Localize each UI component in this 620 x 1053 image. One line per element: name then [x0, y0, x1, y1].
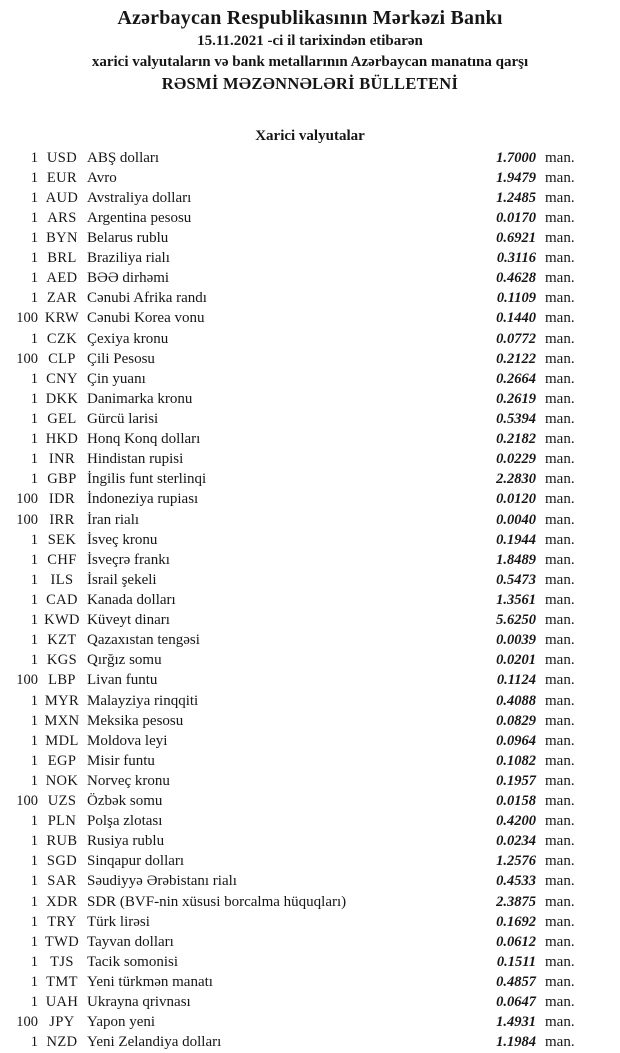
page-title: Azərbaycan Respublikasının Mərkəzi Bankı: [117, 7, 503, 29]
rate-value-cell: 0.1692: [496, 913, 536, 930]
unit-cell: man.: [545, 793, 575, 810]
rate-value-cell: 0.1082: [496, 752, 536, 769]
unit-cell: man.: [545, 1034, 575, 1051]
rate-value-cell: 0.4088: [496, 692, 536, 709]
currency-name-cell: Çin yuanı: [87, 370, 146, 387]
currency-code-cell: XDR: [46, 893, 78, 910]
currency-name-cell: İsveçrə frankı: [87, 551, 170, 568]
rate-value-cell: 1.7000: [496, 149, 536, 166]
rates-table: [0, 148, 620, 1053]
currency-code-cell: MDL: [45, 732, 79, 749]
table-row: [0, 852, 620, 872]
unit-cell: man.: [545, 612, 575, 629]
currency-code-cell: EUR: [46, 169, 78, 186]
currency-code-cell: IRR: [49, 511, 75, 528]
currency-name-cell: Yeni türkmən manatı: [87, 974, 213, 991]
quantity-cell: 100: [16, 672, 38, 689]
rate-value-cell: 0.0229: [496, 451, 536, 468]
rate-value-cell: 0.0234: [496, 833, 536, 850]
currency-name-cell: Cənubi Korea vonu: [87, 310, 205, 327]
rate-value-cell: 0.0612: [496, 933, 536, 950]
rate-value-cell: 0.2619: [496, 390, 536, 407]
rate-value-cell: 0.1440: [496, 310, 536, 327]
table-row: [0, 912, 620, 932]
unit-cell: man.: [545, 994, 575, 1011]
table-row: [0, 711, 620, 731]
table-row: [0, 611, 620, 631]
header: [0, 5, 620, 95]
unit-cell: man.: [545, 672, 575, 689]
quantity-cell: 1: [30, 250, 38, 267]
currency-name-cell: Tayvan dolları: [87, 933, 174, 950]
quantity-cell: 100: [16, 310, 38, 327]
currency-name-cell: İsveç kronu: [87, 531, 158, 548]
currency-name-cell: İran rialı: [87, 511, 140, 528]
quantity-cell: 1: [30, 571, 38, 588]
currency-code-cell: KGS: [46, 652, 78, 669]
unit-cell: man.: [545, 250, 575, 267]
currency-name-cell: Meksika pesosu: [87, 712, 184, 729]
quantity-cell: 1: [30, 431, 38, 448]
table-row: [0, 168, 620, 188]
table-row: [0, 450, 620, 470]
currency-code-cell: CHF: [47, 551, 77, 568]
rate-value-cell: 0.4628: [496, 270, 536, 287]
unit-cell: man.: [545, 853, 575, 870]
rate-value-cell: 0.5394: [496, 410, 536, 427]
table-row: [0, 389, 620, 409]
unit-cell: man.: [545, 330, 575, 347]
currency-name-cell: Belarus rublu: [87, 229, 169, 246]
currency-code-cell: NOK: [45, 772, 79, 789]
unit-cell: man.: [545, 974, 575, 991]
quantity-cell: 1: [30, 451, 38, 468]
currency-name-cell: Kanada dolları: [87, 591, 176, 608]
quantity-cell: 1: [30, 531, 38, 548]
unit-cell: man.: [545, 873, 575, 890]
currency-name-cell: Livan funtu: [87, 672, 158, 689]
currency-name-cell: Rusiya rublu: [87, 833, 165, 850]
table-row: [0, 510, 620, 530]
unit-cell: man.: [545, 531, 575, 548]
quantity-cell: 1: [30, 410, 38, 427]
unit-cell: man.: [545, 813, 575, 830]
unit-cell: man.: [545, 551, 575, 568]
table-row: [0, 269, 620, 289]
currency-code-cell: EGP: [47, 752, 77, 769]
quantity-cell: 1: [30, 290, 38, 307]
quantity-cell: 1: [30, 953, 38, 970]
table-row: [0, 148, 620, 168]
currency-name-cell: Özbək somu: [87, 793, 163, 810]
currency-name-cell: İndoneziya rupiası: [87, 491, 199, 508]
rate-value-cell: 0.0772: [496, 330, 536, 347]
quantity-cell: 1: [30, 471, 38, 488]
currency-name-cell: Honq Konq dolları: [87, 431, 201, 448]
currency-name-cell: Çexiya kronu: [87, 330, 169, 347]
quantity-cell: 1: [30, 1034, 38, 1051]
table-row: [0, 188, 620, 208]
unit-cell: man.: [545, 953, 575, 970]
currency-code-cell: AUD: [45, 189, 79, 206]
quantity-cell: 1: [30, 370, 38, 387]
quantity-cell: 1: [30, 189, 38, 206]
unit-cell: man.: [545, 933, 575, 950]
quantity-cell: 1: [30, 933, 38, 950]
rate-value-cell: 0.0158: [496, 793, 536, 810]
rate-value-cell: 1.1984: [496, 1034, 536, 1051]
table-row: [0, 671, 620, 691]
table-row: [0, 972, 620, 992]
table-row: [0, 993, 620, 1013]
rate-value-cell: 0.1511: [496, 953, 536, 970]
currency-code-cell: ZAR: [46, 290, 78, 307]
currency-code-cell: AED: [46, 270, 78, 287]
unit-cell: man.: [545, 169, 575, 186]
rate-value-cell: 1.8489: [496, 551, 536, 568]
effective-date-line: 15.11.2021 -ci il tarixindən etibarən: [197, 33, 423, 49]
rate-value-cell: 0.2664: [496, 370, 536, 387]
unit-cell: man.: [545, 491, 575, 508]
rate-value-cell: 0.0647: [496, 994, 536, 1011]
currency-code-cell: IDR: [48, 491, 76, 508]
unit-cell: man.: [545, 732, 575, 749]
quantity-cell: 1: [30, 612, 38, 629]
table-row: [0, 812, 620, 832]
quantity-cell: 1: [30, 974, 38, 991]
currency-name-cell: Braziliya rialı: [87, 250, 170, 267]
currency-code-cell: SGD: [46, 853, 78, 870]
unit-cell: man.: [545, 209, 575, 226]
table-row: [0, 309, 620, 329]
table-row: [0, 1033, 620, 1053]
unit-cell: man.: [545, 632, 575, 649]
currency-name-cell: Gürcü larisi: [87, 410, 159, 427]
rate-value-cell: 2.3875: [496, 893, 536, 910]
currency-code-cell: SEK: [47, 531, 77, 548]
quantity-cell: 1: [30, 229, 38, 246]
table-row: [0, 208, 620, 228]
currency-code-cell: TJS: [50, 953, 74, 970]
currency-code-cell: GEL: [47, 410, 77, 427]
currency-name-cell: Yapon yeni: [87, 1014, 156, 1031]
table-row: [0, 872, 620, 892]
currency-code-cell: LBP: [48, 672, 76, 689]
quantity-cell: 1: [30, 209, 38, 226]
quantity-cell: 1: [30, 632, 38, 649]
quantity-cell: 1: [30, 712, 38, 729]
quantity-cell: 1: [30, 591, 38, 608]
table-row: [0, 369, 620, 389]
currency-name-cell: İsrail şekeli: [87, 571, 157, 588]
rate-value-cell: 0.4857: [496, 974, 536, 991]
currency-name-cell: Qırğız somu: [87, 652, 162, 669]
table-row: [0, 731, 620, 751]
quantity-cell: 100: [16, 350, 38, 367]
currency-name-cell: Avstraliya dolları: [87, 189, 192, 206]
currency-name-cell: ABŞ dolları: [87, 149, 160, 166]
bulletin-title: RƏSMİ MƏZƏNNƏLƏRİ BÜLLETENİ: [161, 74, 459, 93]
quantity-cell: 1: [30, 833, 38, 850]
rate-value-cell: 0.0039: [496, 632, 536, 649]
quantity-cell: 100: [16, 491, 38, 508]
unit-cell: man.: [545, 511, 575, 528]
currency-name-cell: Yeni Zelandiya dolları: [87, 1034, 222, 1051]
quantity-cell: 1: [30, 873, 38, 890]
rate-value-cell: 1.4931: [496, 1014, 536, 1031]
quantity-cell: 1: [30, 330, 38, 347]
currency-code-cell: CAD: [46, 591, 78, 608]
currency-name-cell: Ukrayna qrivnası: [87, 994, 191, 1011]
quantity-cell: 100: [16, 1014, 38, 1031]
currency-code-cell: KWD: [44, 612, 80, 629]
currency-name-cell: Sinqapur dolları: [87, 853, 185, 870]
currency-name-cell: Türk lirəsi: [87, 913, 150, 930]
quantity-cell: 1: [30, 551, 38, 568]
table-row: [0, 228, 620, 248]
quantity-cell: 1: [30, 692, 38, 709]
table-row: [0, 289, 620, 309]
currency-name-cell: Hindistan rupisi: [87, 451, 184, 468]
unit-cell: man.: [545, 229, 575, 246]
rate-value-cell: 0.5473: [496, 571, 536, 588]
currency-name-cell: Avro: [87, 169, 117, 186]
currency-name-cell: Cənubi Afrika randı: [87, 290, 207, 307]
currency-code-cell: UZS: [47, 793, 77, 810]
currency-code-cell: TWD: [44, 933, 80, 950]
currency-code-cell: HKD: [45, 431, 79, 448]
quantity-cell: 1: [30, 732, 38, 749]
currency-name-cell: Danimarka kronu: [87, 390, 193, 407]
quantity-cell: 1: [30, 853, 38, 870]
rate-value-cell: 0.4200: [496, 813, 536, 830]
quantity-cell: 1: [30, 994, 38, 1011]
table-row: [0, 771, 620, 791]
rate-value-cell: 0.6921: [496, 229, 536, 246]
quantity-cell: 100: [16, 511, 38, 528]
unit-cell: man.: [545, 833, 575, 850]
currency-code-cell: TMT: [46, 974, 78, 991]
currency-code-cell: CLP: [48, 350, 76, 367]
table-row: [0, 530, 620, 550]
table-row: [0, 409, 620, 429]
quantity-cell: 1: [30, 752, 38, 769]
rate-value-cell: 0.0040: [496, 511, 536, 528]
rate-value-cell: 1.9479: [496, 169, 536, 186]
currency-name-cell: Çili Pesosu: [87, 350, 155, 367]
table-row: [0, 249, 620, 269]
quantity-cell: 1: [30, 913, 38, 930]
rate-value-cell: 0.0829: [496, 712, 536, 729]
currency-code-cell: UAH: [45, 994, 79, 1011]
table-row: [0, 932, 620, 952]
rate-value-cell: 1.2576: [496, 853, 536, 870]
unit-cell: man.: [545, 692, 575, 709]
table-row: [0, 651, 620, 671]
currency-code-cell: TRY: [47, 913, 77, 930]
currency-code-cell: SAR: [47, 873, 77, 890]
quantity-cell: 1: [30, 149, 38, 166]
unit-cell: man.: [545, 571, 575, 588]
table-row: [0, 792, 620, 812]
unit-cell: man.: [545, 149, 575, 166]
currency-name-cell: Moldova leyi: [87, 732, 168, 749]
quantity-cell: 1: [30, 270, 38, 287]
unit-cell: man.: [545, 712, 575, 729]
currency-name-cell: Küveyt dinarı: [87, 612, 170, 629]
currency-name-cell: Misir funtu: [87, 752, 155, 769]
currency-code-cell: BYN: [46, 229, 78, 246]
rate-value-cell: 0.0120: [496, 491, 536, 508]
currency-code-cell: NZD: [46, 1034, 78, 1051]
unit-cell: man.: [545, 451, 575, 468]
currency-code-cell: INR: [48, 451, 76, 468]
unit-cell: man.: [545, 290, 575, 307]
currency-code-cell: RUB: [46, 833, 78, 850]
unit-cell: man.: [545, 410, 575, 427]
currency-name-cell: İngilis funt sterlinqi: [87, 471, 207, 488]
rate-value-cell: 0.2182: [496, 431, 536, 448]
rate-value-cell: 0.4533: [496, 873, 536, 890]
currency-name-cell: SDR (BVF-nin xüsusi borcalma hüquqları): [87, 893, 347, 910]
table-row: [0, 470, 620, 490]
table-row: [0, 590, 620, 610]
rate-value-cell: 0.0964: [496, 732, 536, 749]
currency-code-cell: PLN: [47, 813, 77, 830]
currency-code-cell: CNY: [46, 370, 78, 387]
table-row: [0, 570, 620, 590]
currency-name-cell: Polşa zlotası: [87, 813, 163, 830]
currency-code-cell: GBP: [47, 471, 77, 488]
table-row: [0, 349, 620, 369]
unit-cell: man.: [545, 390, 575, 407]
quantity-cell: 1: [30, 772, 38, 789]
unit-cell: man.: [545, 591, 575, 608]
currency-name-cell: Argentina pesosu: [87, 209, 192, 226]
currency-code-cell: KZT: [47, 632, 77, 649]
quantity-cell: 1: [30, 390, 38, 407]
quantity-cell: 1: [30, 893, 38, 910]
table-row: [0, 832, 620, 852]
currency-code-cell: MYR: [44, 692, 80, 709]
quantity-cell: 1: [30, 813, 38, 830]
unit-cell: man.: [545, 913, 575, 930]
unit-cell: man.: [545, 370, 575, 387]
unit-cell: man.: [545, 752, 575, 769]
rate-value-cell: 1.2485: [496, 189, 536, 206]
rate-value-cell: 5.6250: [496, 612, 536, 629]
currency-code-cell: MXN: [44, 712, 80, 729]
unit-cell: man.: [545, 431, 575, 448]
currency-code-cell: CZK: [46, 330, 78, 347]
quantity-cell: 1: [30, 169, 38, 186]
table-row: [0, 550, 620, 570]
currency-name-cell: BƏƏ dirhəmi: [87, 270, 170, 287]
rate-value-cell: 0.1944: [496, 531, 536, 548]
rate-value-cell: 0.0201: [496, 652, 536, 669]
rate-value-cell: 1.3561: [496, 591, 536, 608]
currency-code-cell: JPY: [49, 1014, 75, 1031]
table-row: [0, 751, 620, 771]
rate-value-cell: 0.3116: [496, 250, 536, 267]
rate-value-cell: 0.0170: [496, 209, 536, 226]
currency-code-cell: BRL: [47, 250, 77, 267]
unit-cell: man.: [545, 189, 575, 206]
currency-name-cell: Malayziya rinqqiti: [87, 692, 199, 709]
unit-cell: man.: [545, 1014, 575, 1031]
table-row: [0, 430, 620, 450]
quantity-cell: 1: [30, 652, 38, 669]
unit-cell: man.: [545, 772, 575, 789]
currency-code-cell: USD: [46, 149, 78, 166]
currency-code-cell: KRW: [44, 310, 80, 327]
unit-cell: man.: [545, 350, 575, 367]
rate-value-cell: 0.1124: [496, 672, 536, 689]
table-row: [0, 1013, 620, 1033]
section-title-foreign-currencies: Xarici valyutalar: [255, 128, 365, 144]
table-row: [0, 952, 620, 972]
currency-code-cell: ARS: [47, 209, 77, 226]
table-row: [0, 691, 620, 711]
unit-cell: man.: [545, 652, 575, 669]
currency-code-cell: DKK: [45, 390, 79, 407]
unit-cell: man.: [545, 893, 575, 910]
unit-cell: man.: [545, 310, 575, 327]
currency-name-cell: Norveç kronu: [87, 772, 170, 789]
unit-cell: man.: [545, 471, 575, 488]
rate-value-cell: 0.2122: [496, 350, 536, 367]
table-row: [0, 490, 620, 510]
rate-value-cell: 0.1957: [496, 772, 536, 789]
table-row: [0, 329, 620, 349]
currency-name-cell: Qazaxıstan tengəsi: [87, 632, 200, 649]
subtitle-line: xarici valyutaların və bank metallarının Azərbaycan manatına qarşı: [91, 54, 529, 70]
quantity-cell: 100: [16, 793, 38, 810]
table-row: [0, 631, 620, 651]
currency-name-cell: Tacik somonisi: [87, 953, 179, 970]
table-row: [0, 892, 620, 912]
rate-value-cell: 2.2830: [496, 471, 536, 488]
rate-value-cell: 0.1109: [496, 290, 536, 307]
currency-name-cell: Səudiyyə Ərəbistanı rialı: [87, 873, 237, 890]
unit-cell: man.: [545, 270, 575, 287]
currency-code-cell: ILS: [50, 571, 74, 588]
